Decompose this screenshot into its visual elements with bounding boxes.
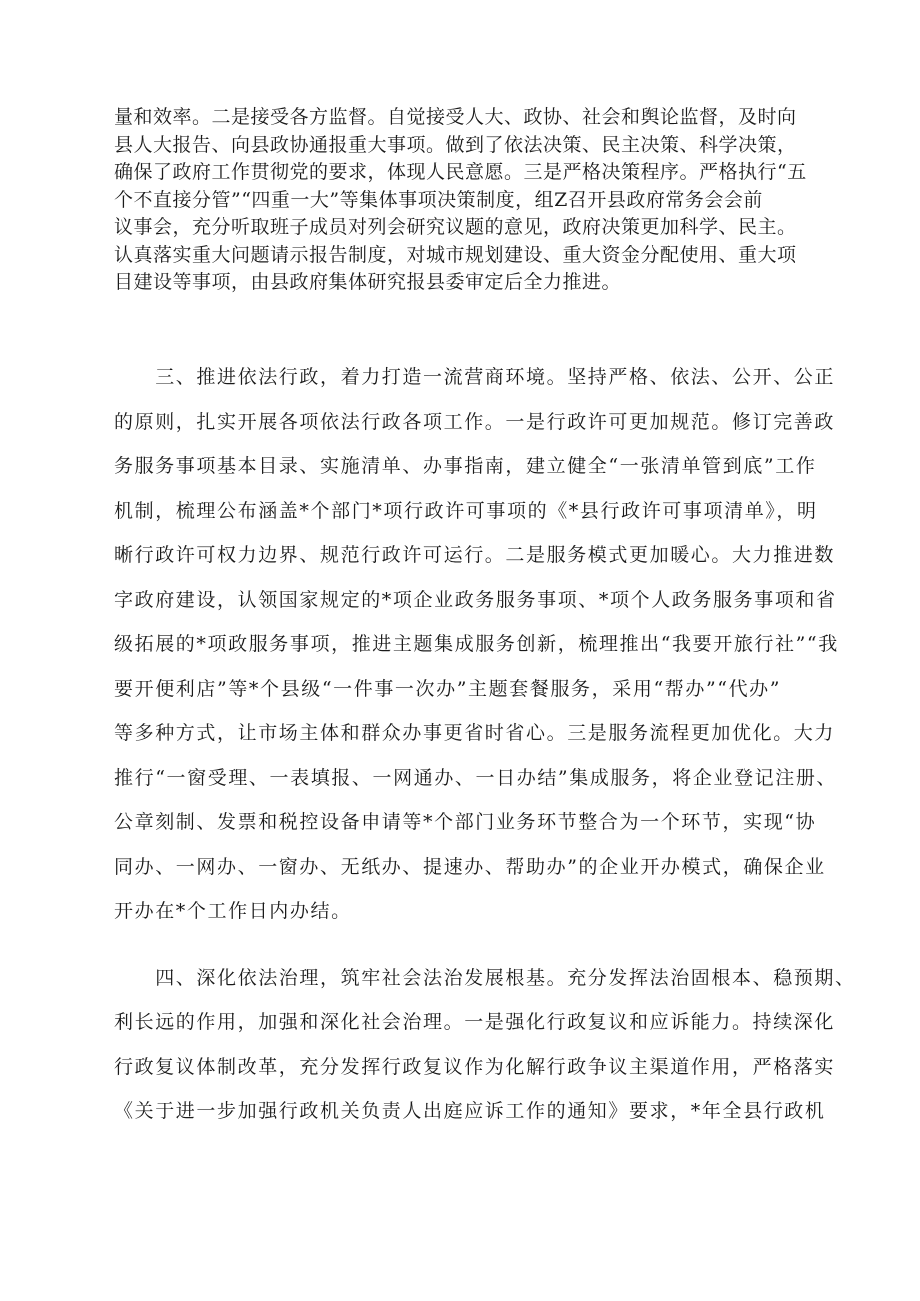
text-line: 务服务事项基本目录、实施清单、办事指南，建立健全“一张清单管到底”工作 — [114, 455, 817, 477]
text-line: 要开便利店”等*个县级“一件事一次办”主题套餐服务，采用“帮办”“代办” — [114, 677, 782, 700]
text-line: 开办在*个工作日内办结。 — [114, 900, 352, 922]
text-line: 推行“一窗受理、一表填报、一网通办、一日办结”集成服务，将企业登记注册、 — [114, 766, 838, 789]
text-line: 的原则，扎实开展各项依法行政各项工作。一是行政许可更加规范。修订完善政 — [114, 410, 836, 433]
text-line: 《关于进一步加强行政机关负责人出庭应诉工作的通知》要求，*年全县行政机 — [114, 1100, 826, 1122]
text-line: 利长远的作用，加强和深化社会治理。一是强化行政复议和应诉能力。持续深化 — [114, 1011, 836, 1033]
text-line: 四、深化依法治理，筑牢社会法治发展根基。充分发挥法治固根本、稳预期、 — [114, 966, 856, 989]
text-line: 级拓展的*项政服务事项，推进主题集成服务创新，梳理推出“我要开旅行社”“我 — [114, 633, 839, 655]
text-line: 个不直接分管”“四重一大”等集体事项决策制度，组Z召开县政府常务会会前 — [114, 188, 763, 211]
text-line: 县人大报告、向县政协通报重大事项。做到了依法决策、民主决策、科学决策， — [114, 133, 797, 156]
text-line: 量和效率。二是接受各方监督。自觉接受人大、政协、社会和舆论监督，及时向 — [114, 106, 797, 128]
continued-paragraph — [114, 104, 854, 297]
text-line: 字政府建设，认领国家规定的*项企业政务服务事项、*项个人政务服务事项和省 — [114, 588, 837, 611]
text-line: 确保了政府工作贯彻党的要求，体现人民意愿。三是严格决策程序。严格执行“五 — [114, 161, 807, 183]
text-line: 认真落实重大问题请示报告制度，对城市规划建设、重大资金分配使用、重大项 — [114, 243, 797, 266]
text-line: 晰行政许可权力边界、规范行政许可运行。二是服务模式更加暖心。大力推进数 — [114, 544, 836, 566]
paragraph-gap — [114, 934, 854, 956]
section-three-paragraph — [114, 355, 854, 934]
section-four-paragraph — [114, 956, 854, 1134]
main-body — [114, 355, 854, 1134]
text-line: 同办、一网办、一窗办、无纸办、提速办、帮助办”的企业开办模式，确保企业 — [114, 855, 826, 878]
text-line: 公章刻制、发票和税控设备申请等*个部门业务环节整合为一个环节，实现“协 — [114, 811, 817, 833]
text-line: 机制，梳理公布涵盖*个部门*项行政许可事项的《*县行政许可事项清单》，明 — [114, 499, 818, 522]
text-line: 行政复议体制改革，充分发挥行政复议作为化解行政争议主渠道作用，严格落实 — [114, 1055, 836, 1078]
text-line: 等多种方式，让市场主体和群众办事更省时省心。三是服务流程更加优化。大力 — [114, 722, 836, 744]
text-line: 目建设等事项，由县政府集体研究报县委审定后全力推进。 — [114, 271, 622, 293]
text-line: 议事会，充分听取班子成员对列会研究议题的意见，政府决策更加科学、民主。 — [114, 216, 797, 238]
text-line: 三、推进依法行政，着力打造一流营商环境。坚持严格、依法、公开、公正 — [114, 366, 836, 388]
